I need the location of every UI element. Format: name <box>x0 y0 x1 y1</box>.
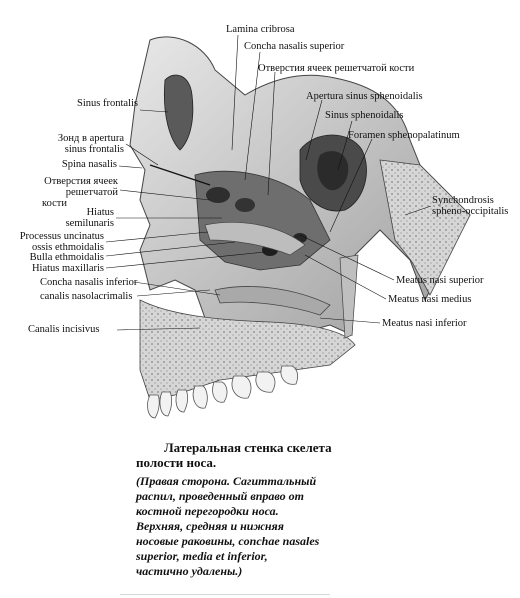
label-synchondrosis-line2: spheno-occipitalis <box>432 206 509 217</box>
label-concha-nasalis-inferior: Concha nasalis inferior <box>40 277 138 288</box>
label-otverstiya-top: Отверстия ячеек решетчатой кости <box>258 63 415 74</box>
label-zond <box>20 133 124 155</box>
label-hiatus-semilunaris <box>20 207 114 229</box>
label-concha-nasalis-superior: Concha nasalis superior <box>244 41 345 52</box>
label-apertura-sinus-sphenoidalis: Apertura sinus sphenoidalis <box>306 91 423 102</box>
label-sinus-frontalis: Sinus frontalis <box>77 98 138 109</box>
label-processus-uncinatus <box>0 231 104 253</box>
caption-title-line1: Латеральная стенка скелета <box>164 440 332 455</box>
label-hiatus-semilunaris-line2: semilunaris <box>65 218 114 229</box>
label-synchondrosis-line1: Synchondrosis <box>432 195 494 206</box>
label-hiatus-semilunaris-line1: Hiatus <box>86 207 114 218</box>
label-meatus-nasi-superior: Meatus nasi superior <box>396 275 484 286</box>
label-meatus-nasi-inferior: Meatus nasi inferior <box>382 318 467 329</box>
label-otverstiya-left-line2: решетчатой <box>65 187 118 198</box>
label-zond-line1: Зонд в apertura <box>57 133 124 144</box>
caption-title-line2: полости носа. <box>136 455 217 470</box>
label-canalis-nasolacrimalis: canalis nasolacrimalis <box>40 291 133 302</box>
label-sinus-sphenoidalis: Sinus sphenoidalis <box>325 110 404 121</box>
label-meatus-nasi-medius: Meatus nasi medius <box>388 294 472 305</box>
label-processus-uncinatus-line1: Processus uncinatus <box>19 231 104 242</box>
label-otverstiya-left <box>10 176 118 209</box>
label-processus-uncinatus-line2: ossis ethmoidalis <box>31 242 104 253</box>
caption-body: (Правая сторона. Сагиттальный распил, проведенный вправо от костной перегородки носа. Верхняя, средняя и нижняя носовые раковины, conchae nasales superior, media et inferior, частично удалены.) <box>136 474 320 578</box>
label-spina-nasalis: Spina nasalis <box>61 159 117 170</box>
label-otverstiya-left-line1: Отверстия ячеек <box>44 176 118 187</box>
label-zond-line2: sinus frontalis <box>64 144 124 155</box>
label-foramen-sphenopalatinum: Foramen sphenopalatinum <box>348 130 460 141</box>
bottom-divider <box>120 594 330 595</box>
label-bulla-ethmoidalis: Bulla ethmoidalis <box>29 252 104 263</box>
figure-caption <box>136 440 396 579</box>
label-lamina-cribrosa: Lamina cribrosa <box>226 24 295 35</box>
label-canalis-incisivus: Canalis incisivus <box>28 324 100 335</box>
label-otverstiya-left-line3: кости <box>42 198 67 209</box>
label-synchondrosis <box>432 195 508 217</box>
label-hiatus-maxillaris: Hiatus maxillaris <box>31 263 104 274</box>
